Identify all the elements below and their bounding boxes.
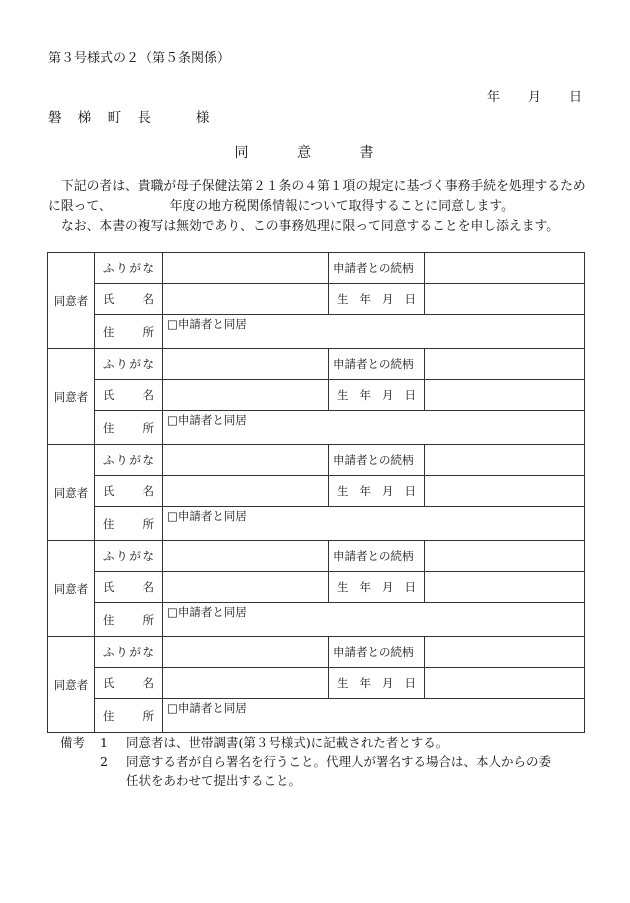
furigana-label: ふ り が な (95, 253, 163, 284)
date-month-label: 月 (527, 90, 541, 105)
consenter-row-name (48, 572, 585, 603)
statement-paragraph-1 (48, 177, 588, 217)
name-field[interactable] (163, 284, 329, 315)
furigana-label: ふ り が な (95, 349, 163, 380)
relation-field[interactable] (425, 253, 585, 284)
statement-line-1: 下記の者は、貴職が母子保健法第２１条の４第１項の規定に基づく事務手続を処理するために限って、 (48, 179, 586, 214)
furigana-label: ふ り が な (95, 445, 163, 476)
statement-line-2: 年度の地方税関係情報について取得することに同意します。 (169, 199, 514, 214)
same-household-checkbox[interactable]: □申請者と同居 (167, 509, 247, 523)
consenter-table (47, 252, 585, 733)
furigana-field[interactable] (163, 637, 329, 668)
note-text-continuation: 任状をあわせて提出すること。 (126, 773, 302, 788)
relation-field[interactable] (425, 541, 585, 572)
consenter-row-name (48, 380, 585, 411)
consenter-row-name (48, 668, 585, 699)
relation-label: 申請者との続柄 (329, 253, 425, 284)
relation-label: 申請者との続柄 (329, 637, 425, 668)
relation-label: 申請者との続柄 (329, 349, 425, 380)
dob-label: 生 年 月 日 (329, 476, 425, 507)
furigana-label: ふ り が な (95, 541, 163, 572)
note-text: 同意する者が自ら署名を行うこと。代理人が署名する場合は、本人からの委 (126, 754, 552, 769)
notes (60, 733, 551, 790)
name-field[interactable] (163, 476, 329, 507)
same-household-checkbox[interactable]: □申請者と同居 (167, 701, 247, 715)
address-field[interactable] (163, 699, 585, 733)
consenter-row-address (48, 699, 585, 733)
consenter-row-address (48, 603, 585, 637)
furigana-label: ふ り が な (95, 637, 163, 668)
relation-field[interactable] (425, 637, 585, 668)
name-label: 氏 名 (95, 572, 163, 603)
relation-field[interactable] (425, 445, 585, 476)
document-title: 同 意 書 (234, 145, 396, 161)
name-field[interactable] (163, 668, 329, 699)
name-field[interactable] (163, 572, 329, 603)
address-field[interactable] (163, 603, 585, 637)
addressee: 磐 梯 町 長 様 (48, 110, 216, 126)
furigana-field[interactable] (163, 445, 329, 476)
name-field[interactable] (163, 380, 329, 411)
consenter-row-name (48, 284, 585, 315)
notes-heading: 備考 (60, 735, 86, 750)
relation-label: 申請者との続柄 (329, 445, 425, 476)
address-field[interactable] (163, 411, 585, 445)
note-text: 同意者は、世帯調書(第３号様式)に記載された者とする。 (126, 735, 449, 750)
address-field[interactable] (163, 315, 585, 349)
consenter-row-furigana (48, 445, 585, 476)
dob-field[interactable] (425, 476, 585, 507)
furigana-field[interactable] (163, 349, 329, 380)
date-day-label: 日 (568, 90, 582, 105)
consenter-group-label: 同意者 (48, 349, 95, 445)
consenter-row-address (48, 507, 585, 541)
relation-label: 申請者との続柄 (329, 541, 425, 572)
address-label: 住 所 (95, 603, 163, 637)
consent-statement (48, 177, 588, 237)
address-label: 住 所 (95, 699, 163, 733)
consenter-row-furigana (48, 637, 585, 668)
consenter-row-address (48, 315, 585, 349)
address-field[interactable] (163, 507, 585, 541)
address-label: 住 所 (95, 411, 163, 445)
dob-label: 生 年 月 日 (329, 380, 425, 411)
consenter-row-name (48, 476, 585, 507)
address-label: 住 所 (95, 507, 163, 541)
same-household-checkbox[interactable]: □申請者と同居 (167, 317, 247, 331)
dob-label: 生 年 月 日 (329, 572, 425, 603)
name-label: 氏 名 (95, 668, 163, 699)
name-label: 氏 名 (95, 380, 163, 411)
dob-field[interactable] (425, 668, 585, 699)
consenter-group-label: 同意者 (48, 541, 95, 637)
dob-field[interactable] (425, 380, 585, 411)
dob-field[interactable] (425, 572, 585, 603)
note-number: 2 (100, 754, 108, 769)
dob-field[interactable] (425, 284, 585, 315)
address-label: 住 所 (95, 315, 163, 349)
date-line (487, 86, 582, 105)
form-number: 第３号様式の２（第５条関係） (48, 51, 231, 66)
name-label: 氏 名 (95, 284, 163, 315)
relation-field[interactable] (425, 349, 585, 380)
dob-label: 生 年 月 日 (329, 284, 425, 315)
dob-label: 生 年 月 日 (329, 668, 425, 699)
furigana-field[interactable] (163, 253, 329, 284)
consenter-group-label: 同意者 (48, 253, 95, 349)
note-number: 1 (100, 735, 108, 750)
furigana-field[interactable] (163, 541, 329, 572)
same-household-checkbox[interactable]: □申請者と同居 (167, 413, 247, 427)
statement-paragraph-2: なお、本書の複写は無効であり、この事務処理に限って同意することを申し添えます。 (61, 219, 560, 234)
consenter-group-label: 同意者 (48, 445, 95, 541)
consenter-group-label: 同意者 (48, 637, 95, 733)
consenter-row-furigana (48, 349, 585, 380)
name-label: 氏 名 (95, 476, 163, 507)
consenter-row-furigana (48, 541, 585, 572)
consenter-row-furigana (48, 253, 585, 284)
date-year-label: 年 (486, 90, 500, 105)
same-household-checkbox[interactable]: □申請者と同居 (167, 605, 247, 619)
consenter-row-address (48, 411, 585, 445)
